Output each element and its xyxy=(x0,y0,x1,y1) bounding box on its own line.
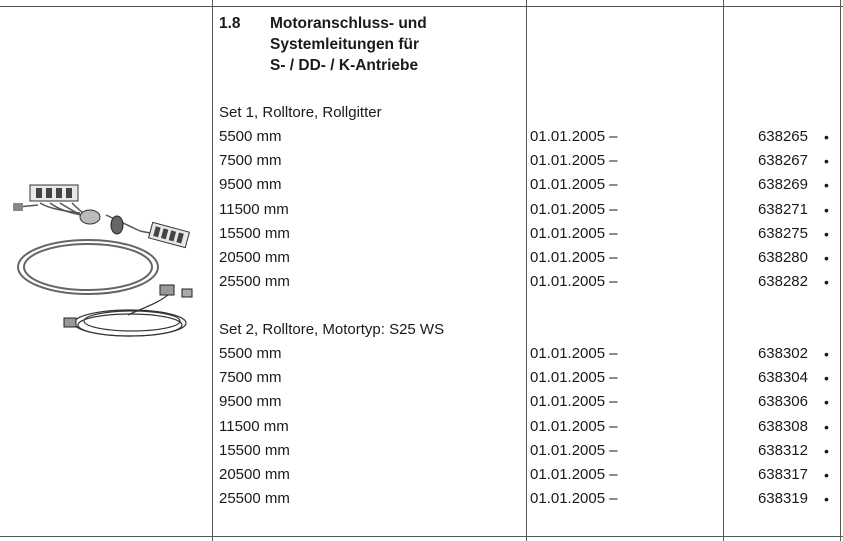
availability-bullet: • xyxy=(824,250,829,266)
valid-from-cell: 01.01.2005 – xyxy=(530,249,618,266)
section-title xyxy=(270,13,520,76)
length-cell: 20500 mm xyxy=(219,249,290,266)
availability-bullet: • xyxy=(824,346,829,362)
length-cell: 5500 mm xyxy=(219,345,282,362)
table-row xyxy=(0,149,843,173)
part-number-cell: 638267 xyxy=(757,152,808,170)
valid-from-cell: 01.01.2005 – xyxy=(530,152,618,170)
valid-from-cell: 01.01.2005 – xyxy=(530,466,618,483)
availability-bullet: • xyxy=(824,129,829,145)
table-row xyxy=(0,415,843,439)
availability-bullet: • xyxy=(824,442,829,459)
table-row xyxy=(0,270,843,294)
table-top-border xyxy=(0,6,843,7)
availability-bullet: • xyxy=(824,418,829,435)
part-number-cell: 638280 xyxy=(757,249,808,266)
part-number-cell: 638304 xyxy=(757,369,808,387)
part-number-cell: 638312 xyxy=(757,441,808,459)
availability-bullet: • xyxy=(824,394,829,411)
plug-small-left xyxy=(64,318,76,327)
table-row xyxy=(0,246,843,270)
section-title-line-2: Systemleitungen für xyxy=(270,36,419,53)
valid-from-cell: 01.01.2005 – xyxy=(530,200,618,218)
availability-bullet: • xyxy=(824,370,829,387)
valid-from-cell: 01.01.2005 – xyxy=(530,345,618,362)
group-label-set-1: Set 1, Rolltore, Rollgitter xyxy=(219,104,382,121)
part-number-cell: 638282 xyxy=(757,273,808,291)
table-row xyxy=(0,463,843,487)
length-cell: 15500 mm xyxy=(219,441,290,459)
valid-from-cell: 01.01.2005 – xyxy=(530,369,618,387)
part-number-cell: 638271 xyxy=(757,200,808,218)
valid-from-cell: 01.01.2005 – xyxy=(530,417,618,435)
valid-from-cell: 01.01.2005 – xyxy=(530,224,618,242)
valid-from-cell: 01.01.2005 – xyxy=(530,128,618,145)
section-number: 1.8 xyxy=(219,15,241,32)
length-cell: 15500 mm xyxy=(219,224,290,242)
group-label-set-2: Set 2, Rolltore, Motortyp: S25 WS xyxy=(219,321,445,338)
part-number-cell: 638308 xyxy=(757,417,808,435)
availability-bullet: • xyxy=(824,467,829,483)
length-cell: 9500 mm xyxy=(219,393,282,411)
length-cell: 11500 mm xyxy=(219,417,289,435)
section-title-line-3: S- / DD- / K-Antriebe xyxy=(270,57,419,74)
part-number-cell: 638302 xyxy=(757,345,808,362)
valid-from-cell: 01.01.2005 – xyxy=(530,441,618,459)
table-row xyxy=(0,222,843,246)
table-bottom-border xyxy=(0,536,843,537)
part-number-cell: 638275 xyxy=(757,224,808,242)
part-number-cell: 638265 xyxy=(757,128,808,145)
valid-from-cell: 01.01.2005 – xyxy=(530,176,618,194)
length-cell: 5500 mm xyxy=(219,128,282,145)
table-row xyxy=(0,366,843,390)
availability-bullet: • xyxy=(824,274,829,291)
length-cell: 25500 mm xyxy=(219,490,290,508)
table-row xyxy=(0,173,843,197)
length-cell: 20500 mm xyxy=(219,466,290,483)
valid-from-cell: 01.01.2005 – xyxy=(530,490,618,508)
length-cell: 25500 mm xyxy=(219,273,290,291)
part-number-cell: 638269 xyxy=(757,176,808,194)
length-cell: 11500 mm xyxy=(219,200,289,218)
part-number-cell: 638319 xyxy=(757,490,808,508)
availability-bullet: • xyxy=(824,153,829,170)
part-number-cell: 638317 xyxy=(757,466,808,483)
table-row xyxy=(0,439,843,463)
availability-bullet: • xyxy=(824,201,829,218)
availability-bullet: • xyxy=(824,491,829,508)
length-cell: 9500 mm xyxy=(219,176,282,194)
length-cell: 7500 mm xyxy=(219,152,282,170)
table-row xyxy=(0,198,843,222)
valid-from-cell: 01.01.2005 – xyxy=(530,393,618,411)
valid-from-cell: 01.01.2005 – xyxy=(530,273,618,291)
section-title-line-1: Motoranschluss- und xyxy=(270,15,427,32)
availability-bullet: • xyxy=(824,225,829,242)
table-row xyxy=(0,487,843,511)
table-row xyxy=(0,342,843,366)
table-row xyxy=(0,390,843,414)
length-cell: 7500 mm xyxy=(219,369,282,387)
availability-bullet: • xyxy=(824,177,829,194)
table-row xyxy=(0,125,843,149)
part-number-cell: 638306 xyxy=(757,393,808,411)
